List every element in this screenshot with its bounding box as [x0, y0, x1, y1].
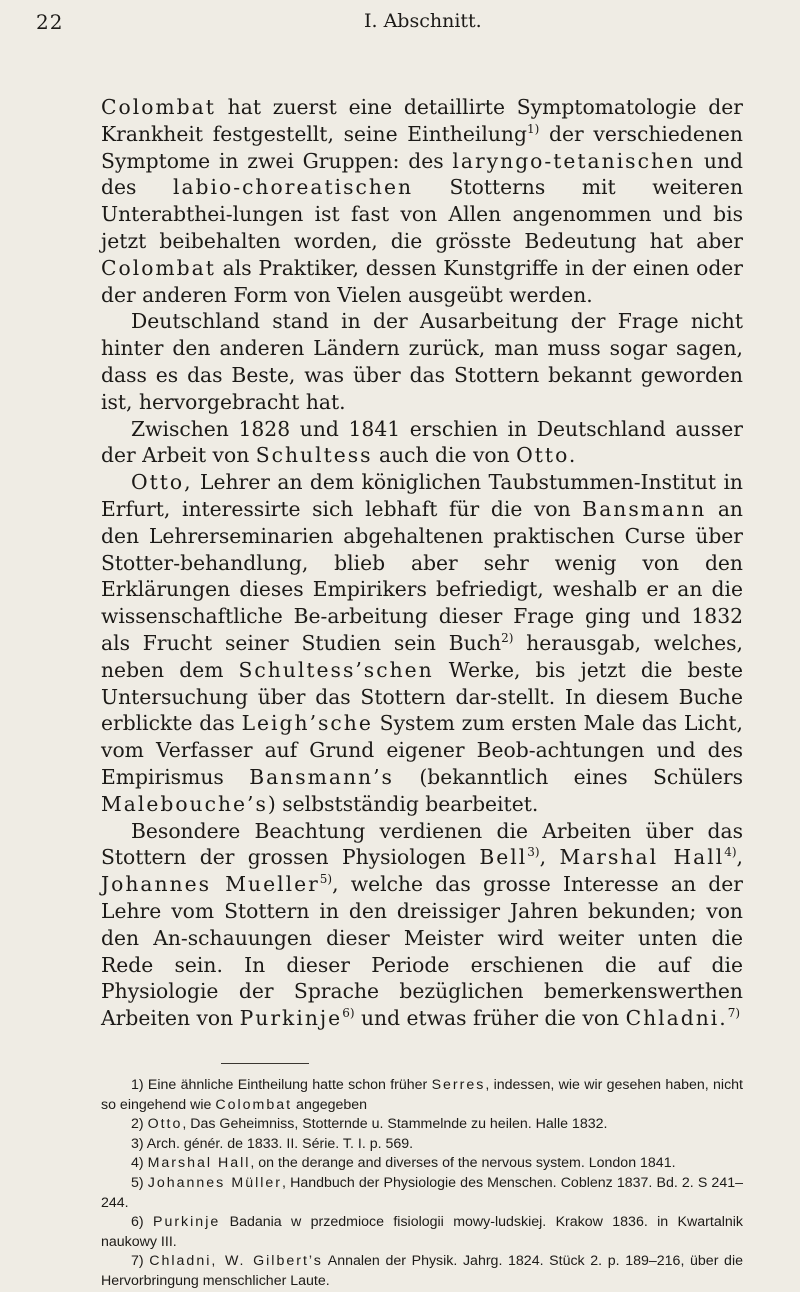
- emphasized-name: Serres: [431, 1077, 486, 1093]
- emphasized-name: Johannes Mueller: [101, 872, 320, 897]
- footnote-ref: 1): [526, 121, 540, 136]
- text-run: 6): [131, 1214, 153, 1231]
- text-run: (bekanntlich eines Schülers: [393, 764, 743, 789]
- footnotes: [101, 1076, 743, 1292]
- text-run: Annalen der Physik. Jahrg. 1824. Stück 2. p. 189–216, über die Hervorbringung menschlicher Laute.: [101, 1253, 743, 1289]
- text-run: hat zuerst eine detaillirte Symptomatologie der Krankheit festgestellt, seine Eintheilung: [101, 95, 743, 146]
- text-run: Lehrer an dem königlichen Taubstummen-Institut in Erfurt, interessirte sich lebhaft für die von: [101, 470, 743, 521]
- emphasized-name: Chladni.: [625, 1006, 728, 1031]
- text-run: ,: [736, 845, 743, 870]
- footnote-ref: 6): [342, 1006, 355, 1021]
- text-run: als Praktiker, dessen Kunstgriffe in der einen oder der anderen Form von Vielen ausgeübt werden.: [101, 255, 743, 307]
- text-run: Besondere Beachtung verdienen die Arbeiten über das Stottern der grossen Physiologen: [101, 818, 743, 870]
- footnote: [101, 1213, 743, 1252]
- emphasized-name: Johannes Müller: [147, 1174, 283, 1191]
- text-run: an den Lehrerseminarien abgehaltenen praktischen Curse über Stotter-behandlung, blieb aber sehr wenig von den Erklärungen dieses Empirikers befriedigt, weshalb er an die wissenschaftliche Be-arbeitung dieser Frage ging und 1832 als Frucht seiner Studien sein Buch: [101, 496, 743, 655]
- text-run: , indessen, wie wir gesehen haben, nicht so eingehend wie: [101, 1077, 743, 1113]
- footnote-ref: 7): [727, 1006, 741, 1021]
- emphasized-name: Bansmann: [582, 496, 707, 521]
- text-run: Zwischen 1828 und 1841 erschien in Deutschland ausser der Arbeit von: [101, 416, 743, 468]
- emphasized-name: Colombat: [101, 255, 216, 280]
- text-run: auch die von: [372, 443, 517, 468]
- emphasized-name: Colombat: [101, 95, 216, 119]
- emphasized-name: labio-choreatischen: [172, 175, 414, 200]
- emphasized-name: Schultess’schen: [238, 657, 434, 682]
- text-run: angegeben: [292, 1096, 368, 1113]
- emphasized-name: Otto: [147, 1116, 183, 1133]
- footnote: [101, 1076, 743, 1115]
- text-run: 2): [131, 1116, 148, 1133]
- text-run: , Handbuch der Physiologie des Menschen. Coblenz 1837. Bd. 2. S 241–244.: [101, 1174, 743, 1211]
- emphasized-name: Purkinje: [152, 1214, 221, 1231]
- text-run: ) selbstständig bearbeitet.: [267, 791, 539, 816]
- emphasized-name: Otto,: [131, 470, 193, 495]
- footnote: [101, 1115, 743, 1135]
- emphasized-name: Marshal Hall: [147, 1155, 251, 1172]
- emphasized-name: Bansmann’s: [249, 764, 394, 789]
- text-run: , Das Geheimniss, Stotternde u. Stammelnde zu heilen. Halle 1832.: [182, 1116, 608, 1133]
- emphasized-name: Colombat: [215, 1096, 293, 1113]
- text-run: System zum ersten Male das Licht, vom Verfasser auf Grund eigener Beob-achtungen und des Empirismus: [101, 711, 743, 789]
- text-run: 5): [131, 1174, 148, 1191]
- paragraph: [101, 308, 743, 415]
- text-run: 4): [131, 1155, 148, 1172]
- footnote: [101, 1135, 743, 1155]
- footnote-separator: [221, 1063, 309, 1064]
- footnote-ref: 4): [724, 845, 737, 860]
- body-text: [101, 94, 743, 1032]
- emphasized-name: Bell: [479, 845, 528, 870]
- emphasized-name: laryngo-tetanischen: [452, 148, 696, 173]
- paragraph: [101, 94, 743, 308]
- text-run: Stotterns mit weiteren Unterabthei-lungen ist fast von Allen angenommen und bis jetzt beibehalten worden, die grösste Bedeutung hat aber: [101, 175, 743, 253]
- page-number: 22: [36, 10, 64, 34]
- text-run: , on the derange and diverses of the nervous system. London 1841.: [250, 1155, 676, 1172]
- text-run: 3) Arch. génér. de 1833. II. Série. T. I. p. 569.: [131, 1135, 414, 1152]
- footnote: [101, 1174, 743, 1213]
- text-run: 7): [131, 1253, 150, 1270]
- emphasized-name: Schultess: [255, 443, 373, 468]
- section-title: I. Abschnitt.: [364, 10, 482, 32]
- text-run: herausgab, welches, neben dem: [101, 630, 743, 682]
- footnote-ref: 5): [319, 872, 333, 887]
- emphasized-name: Otto.: [516, 443, 578, 468]
- footnote: [101, 1154, 743, 1174]
- footnote-ref: 2): [501, 630, 514, 645]
- footnote-ref: 3): [527, 845, 540, 860]
- emphasized-name: Chladni, W. Gilbert’s: [149, 1253, 323, 1270]
- footnote: [101, 1252, 743, 1291]
- paragraph: [101, 416, 743, 470]
- text-run: Deutschland stand in der Ausarbeitung der Frage nicht hinter den anderen Ländern zurück, man muss sogar sagen, dass es das Beste, was über das Stottern bekannt geworden ist, hervorgebracht hat.: [101, 309, 743, 414]
- paragraph: [101, 469, 743, 817]
- emphasized-name: Purkinje: [239, 1006, 343, 1031]
- text-run: , welche das grosse Interesse an der Lehre vom Stottern in den dreissiger Jahren bekunden; von den An-schauungen dieser Meister wird weiter unten die Rede sein. In dieser Periode erschienen die auf die Physiologie der Sprache bezüglichen bemerkenswerthen Arbeiten von: [101, 872, 743, 1031]
- page-header: [34, 10, 734, 44]
- paragraph: [101, 818, 743, 1032]
- emphasized-name: Leigh’sche: [241, 711, 373, 736]
- text-run: Werke, bis jetzt die beste Untersuchung über das Stottern dar-stellt. In diesem Buche erblickte das: [101, 657, 743, 736]
- emphasized-name: Malebouche’s: [101, 791, 268, 816]
- emphasized-name: Marshal Hall: [559, 845, 725, 870]
- text-run: ,: [539, 845, 560, 870]
- text-run: und des: [101, 148, 743, 200]
- text-run: der verschiedenen Symptome in zwei Gruppen: des: [101, 121, 743, 173]
- text-run: und etwas früher die von: [354, 1006, 626, 1031]
- text-run: 1) Eine ähnliche Eintheilung hatte schon früher: [131, 1077, 432, 1093]
- text-run: Badania w przedmioce fisiologii mowy-ludskiej. Krakow 1836. in Kwartalnik naukowy III.: [101, 1214, 743, 1250]
